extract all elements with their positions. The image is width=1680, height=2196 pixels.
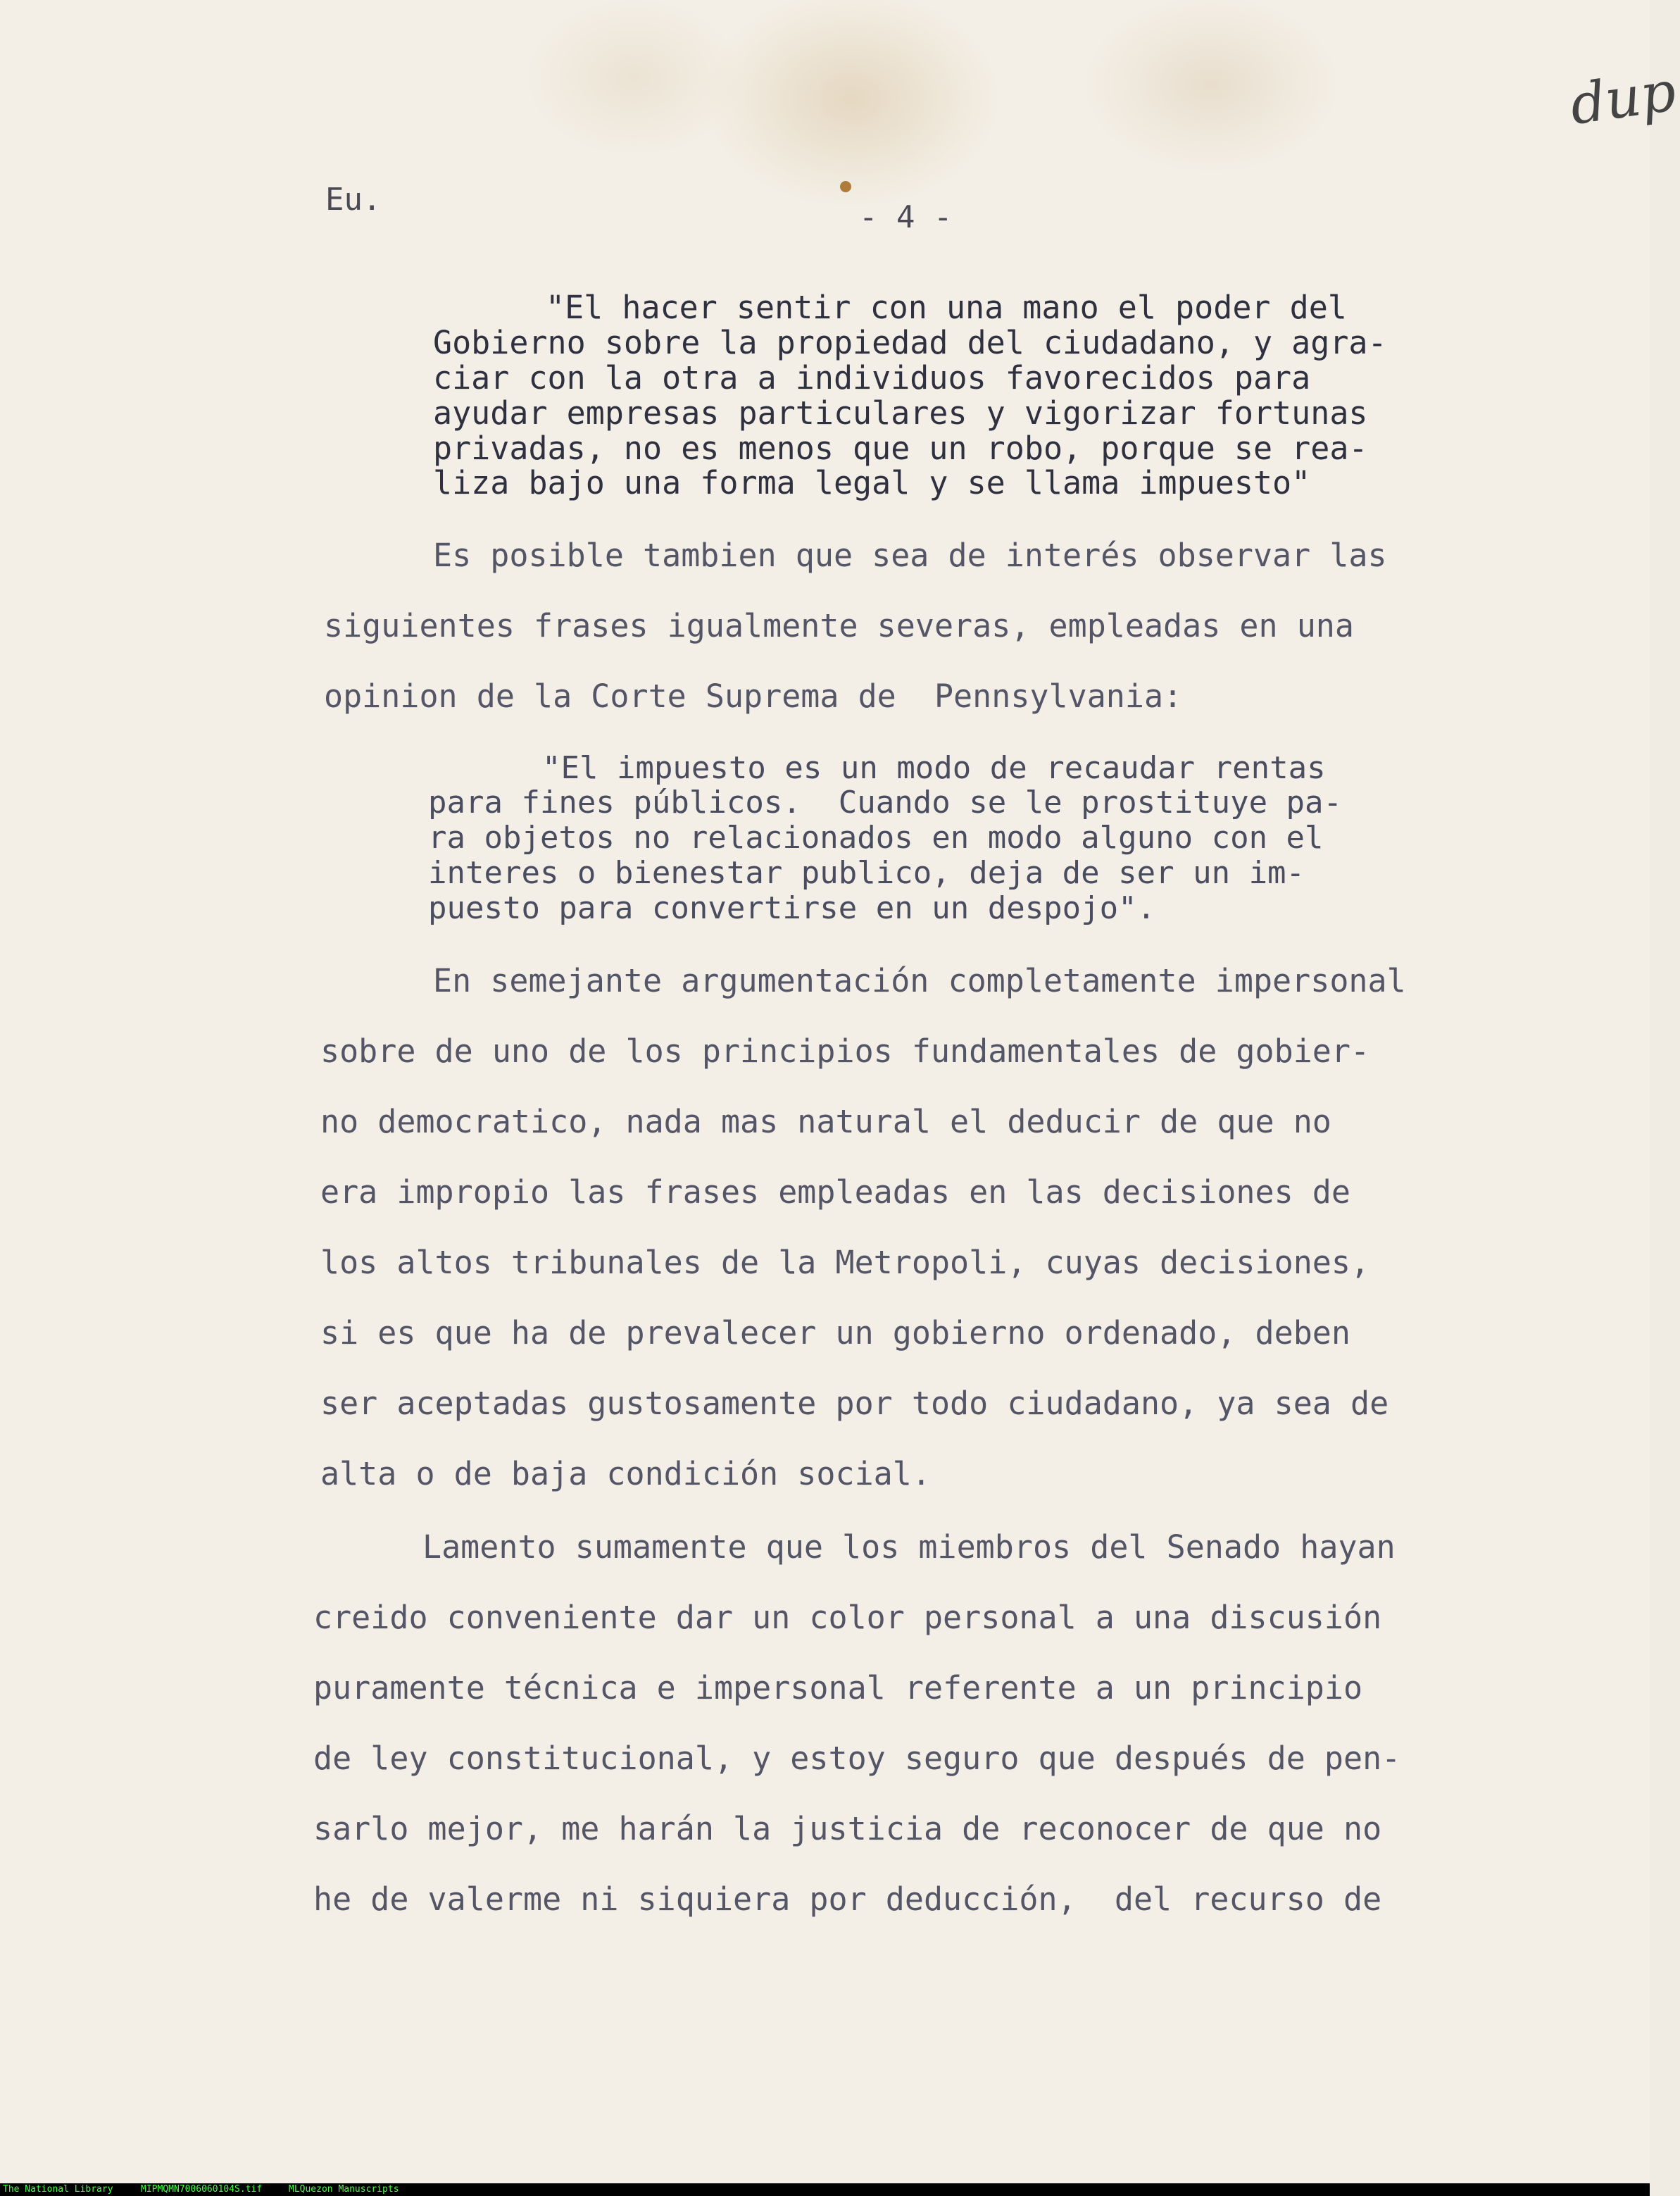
quote-line: "El hacer sentir con una mano el poder del [546,289,1347,326]
header-initials: Eu. [325,182,382,218]
quote-line: ayudar empresas particulares y vigorizar fortunas [433,394,1368,432]
paragraph-line: puramente técnica e impersonal referente a un principio [313,1669,1363,1707]
paragraph-line: sobre de uno de los principios fundamentales de gobier- [320,1033,1370,1070]
paragraph-line: he de valerme ni siquiera por deducción, del recurso de [313,1880,1382,1918]
paragraph-line: creido conveniente dar un color personal a una discusión [313,1599,1382,1636]
quote-line: ciar con la otra a individuos favorecidos para [433,359,1311,397]
paragraph-line: siguientes frases igualmente severas, empleadas en una [324,607,1354,644]
quote-line: puesto para convertirse en un despojo". [428,890,1156,926]
quote-line: Gobierno sobre la propiedad del ciudadano, y agra- [433,324,1387,361]
ink-spot [840,181,851,192]
footer-library: The National Library [3,2184,113,2195]
paragraph-line: alta o de baja condición social. [320,1455,931,1492]
paragraph-line: los altos tribunales de la Metropoli, cuyas decisiones, [320,1244,1370,1281]
quote-line: privadas, no es menos que un robo, porque se rea- [433,430,1368,467]
quote-line: "El impuesto es un modo de recaudar rentas [542,750,1326,786]
paragraph-line: En semejante argumentación completamente impersonal [433,962,1406,999]
quote-line: para fines públicos. Cuando se le prostituye pa- [428,785,1343,821]
paragraph-line: era impropio las frases empleadas en las decisiones de [320,1173,1350,1211]
paragraph-line: ser aceptadas gustosamente por todo ciudadano, ya sea de [320,1385,1389,1422]
footer-file: MIPMQMN7006060104S.tif [141,2184,263,2195]
paragraph-line: Es posible tambien que sea de interés observar las [433,537,1387,574]
paragraph-line: no democratico, nada mas natural el deducir de que no [320,1103,1331,1140]
footer-collection: MLQuezon Manuscripts [289,2184,399,2195]
scan-footer [0,2183,1650,2196]
paragraph-line: Lamento sumamente que los miembros del Senado hayan [422,1528,1396,1566]
paragraph-line: opinion de la Corte Suprema de Pennsylvania: [324,678,1183,715]
quote-line: interes o bienestar publico, deja de ser un im- [428,855,1305,891]
quote-line: ra objetos no relacionados en modo alguno con el [428,820,1324,856]
quote-line: liza bajo una forma legal y se llama impuesto" [433,464,1311,501]
paragraph-line: sarlo mejor, me harán la justicia de reconocer de que no [313,1810,1382,1847]
handwritten-margin-note: dup [1566,59,1680,138]
page-number: - 4 - [859,199,953,235]
paragraph-line: de ley constitucional, y estoy seguro que después de pen- [313,1740,1401,1777]
paragraph-line: si es que ha de prevalecer un gobierno ordenado, deben [320,1314,1350,1352]
